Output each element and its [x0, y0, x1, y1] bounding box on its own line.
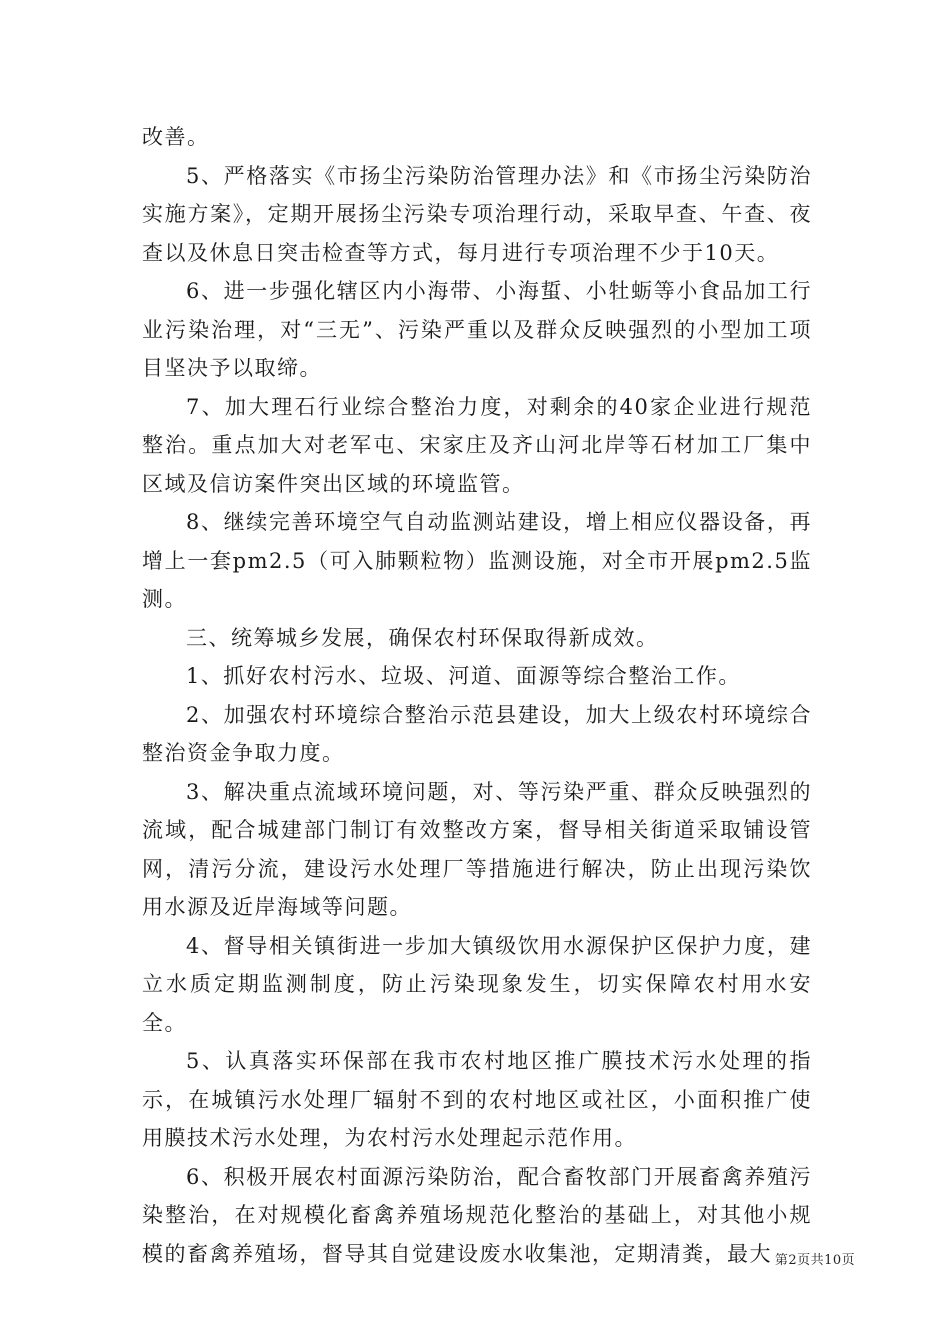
paragraph: 7、加大理石行业综合整治力度，对剩余的40家企业进行规范整治。重点加大对老军屯、宋家庄及齐山河北岸等石材加工厂集中区域及信访案件突出区域的环境监管。: [142, 394, 812, 496]
paragraph: 1、抓好农村污水、垃圾、河道、面源等综合整治工作。: [186, 664, 741, 688]
section-heading: 三、统筹城乡发展，确保农村环保取得新成效。: [186, 625, 659, 650]
paragraph: 5、严格落实《市扬尘污染防治管理办法》和《市扬尘污染防治实施方案》，定期开展扬尘污染专项治理行动，采取早查、午查、夜查以及休息日突击检查等方式，每月进行专项治理不少于10天。: [142, 163, 812, 265]
paragraph: 4、督导相关镇街进一步加大镇级饮用水源保护区保护力度，建立水质定期监测制度，防止污染现象发生，切实保障农村用水安全。: [142, 933, 812, 1035]
paragraph: 6、进一步强化辖区内小海带、小海蜇、小牡蛎等小食品加工行业污染治理，对“三无”、污染严重以及群众反映强烈的小型加工项目坚决予以取缔。: [142, 279, 812, 380]
paragraph: 改善。: [142, 125, 210, 149]
paragraph: 5、认真落实环保部在我市农村地区推广膜技术污水处理的指示，在城镇污水处理厂辐射不到的农村地区或社区，小面积推广使用膜技术污水处理，为农村污水处理起示范作用。: [142, 1049, 812, 1150]
document-body: [142, 118, 812, 1273]
paragraph: 3、解决重点流域环境问题，对、等污染严重、群众反映强烈的流域，配合城建部门制订有效整改方案，督导相关街道采取铺设管网，清污分流，建设污水处理厂等措施进行解决，防止出现污染饮用水源及近岸海域等问题。: [142, 779, 812, 919]
paragraph: 2、加强农村环境综合整治示范县建设，加大上级农村环境综合整治资金争取力度。: [142, 702, 812, 765]
page-footer: [0, 1249, 950, 1268]
page-number: 第2页共10页: [774, 1253, 856, 1268]
paragraph: 8、继续完善环境空气自动监测站建设，增上相应仪器设备，再增上一套pm2.5（可入肺颗粒物）监测设施，对全市开展pm2.5监测。: [142, 510, 812, 611]
paragraph: 6、积极开展农村面源污染防治，配合畜牧部门开展畜禽养殖污染整治，在对规模化畜禽养殖场规范化整治的基础上，对其他小规模的畜禽养殖场，督导其自觉建设废水收集池，定期清粪，最大: [142, 1164, 812, 1266]
